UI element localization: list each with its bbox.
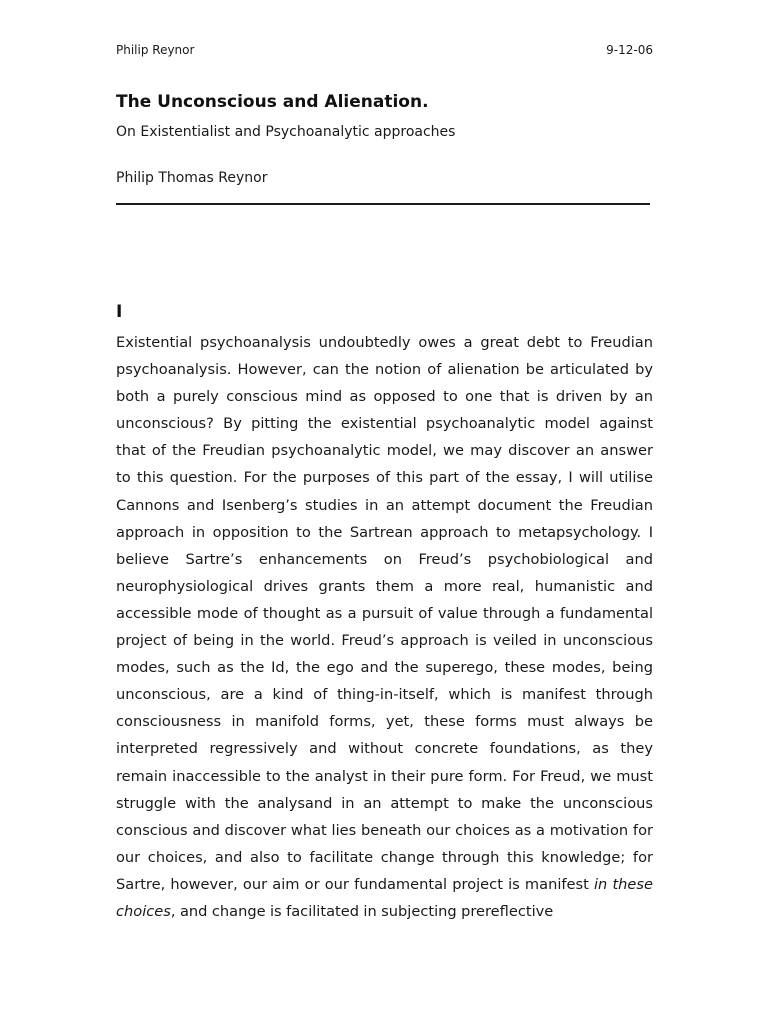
section-heading: I [116, 302, 123, 322]
paragraph-tail: , and change is facilitated in subjecting prereflective [170, 902, 554, 920]
author-byline: Philip Thomas Reynor [116, 170, 268, 186]
title-divider [116, 203, 650, 205]
header-date: 9-12-06 [606, 43, 653, 57]
running-header [116, 43, 653, 59]
document-title: The Unconscious and Alienation. [116, 92, 429, 112]
header-author: Philip Reynor [116, 43, 195, 57]
paragraph-emphasis: in these choices [116, 875, 653, 920]
body-paragraph [116, 329, 653, 925]
paragraph-text: Existential psychoanalysis undoubtedly owes a great debt to Freudian psychoanalysis. However, can the notion of alienation be articulated by both a purely conscious mind as opposed to one that is driven by an unconscious? By pitting the existential psychoanalytic model against that of the Freudian psychoanalytic model, we may discover an answer to this question. For the purposes of this part of the essay, I will utilise Cannons and Isenberg’s studies in an attempt document the Freudian approach in opposition to the Sartrean approach to metapsychology. I believe Sartre’s enhancements on Freud’s psychobiological and neurophysiological drives grants them a more real, humanistic and accessible mode of thought as a pursuit of value through a fundamental project of being in the world. Freud’s approach is veiled in unconscious modes, such as the Id, the ego and the superego, these modes, being unconscious, are a kind of thing-in-itself, which is manifest through consciousness in manifold forms, yet, these forms must always be interpreted regressively and without concrete foundations, as they remain inaccessible to the analyst in their pure form. For Freud, we must struggle with the analysand in an attempt to make the unconscious conscious and discover what lies beneath our choices as a motivation for our choices, and also to facilitate change through this knowledge; for Sartre, however, our aim or our fundamental project is manifest [116, 334, 653, 893]
document-subtitle: On Existentialist and Psychoanalytic approaches [116, 124, 456, 140]
